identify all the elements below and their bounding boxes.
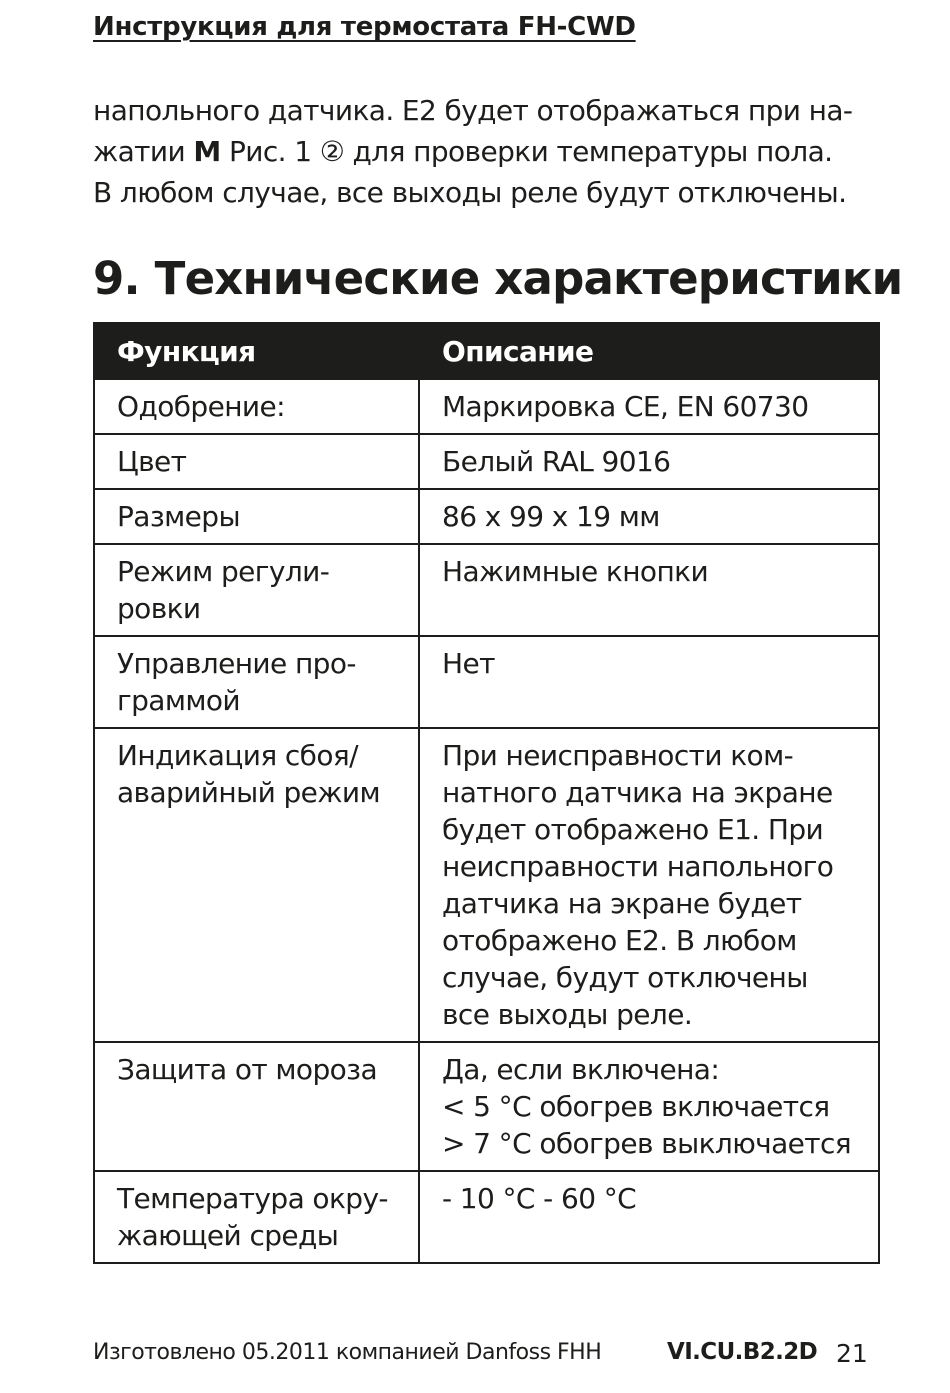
table-row — [94, 544, 879, 636]
cell-description — [419, 489, 879, 544]
footer-doc-code: VI.CU.B2.2D — [667, 1339, 818, 1365]
intro-line: В любом случае, все выходы реле будут отключены. — [93, 176, 847, 209]
cell-line: - 10 °C - 60 °C — [442, 1182, 637, 1215]
cell-line: ровки — [117, 592, 201, 625]
cell-line: Нет — [442, 647, 495, 680]
cell-line: Одобрение: — [117, 390, 285, 423]
cell-line: неисправности напольного — [442, 850, 834, 883]
cell-line: Да, если включена: — [442, 1053, 720, 1086]
table-row — [94, 636, 879, 728]
table-row — [94, 434, 879, 489]
intro-bold-key: M — [193, 135, 221, 168]
cell-description — [419, 434, 879, 489]
cell-description — [419, 636, 879, 728]
cell-line: Управление про- — [117, 647, 356, 680]
cell-line: < 5 °C обогрев включается — [442, 1090, 830, 1123]
cell-description — [419, 1171, 879, 1263]
cell-line: Режим регули- — [117, 555, 330, 588]
cell-line: будет отображено E1. При — [442, 813, 824, 846]
table-row — [94, 489, 879, 544]
cell-line: Маркировка CE, EN 60730 — [442, 390, 809, 423]
cell-function — [94, 489, 419, 544]
cell-description — [419, 1042, 879, 1171]
cell-description — [419, 544, 879, 636]
intro-text: жатии — [93, 135, 194, 168]
cell-line: Цвет — [117, 445, 187, 478]
cell-line: Нажимные кнопки — [442, 555, 709, 588]
cell-line: Индикация сбоя/ — [117, 739, 358, 772]
section-title: 9. Технические характеристики — [93, 252, 903, 305]
table-row — [94, 379, 879, 434]
cell-line: жающей среды — [117, 1219, 339, 1252]
cell-description — [419, 728, 879, 1042]
cell-line: отображено E2. В любом — [442, 924, 797, 957]
cell-line: граммой — [117, 684, 241, 717]
cell-function — [94, 1042, 419, 1171]
cell-line: датчика на экране будет — [442, 887, 802, 920]
cell-line: все выходы реле. — [442, 998, 693, 1031]
cell-function — [94, 434, 419, 489]
column-header-function: Функция — [94, 323, 419, 379]
cell-line: 86 x 99 x 19 мм — [442, 500, 660, 533]
cell-line: аварийный режим — [117, 776, 381, 809]
column-header-description: Описание — [419, 323, 879, 379]
table-row — [94, 1171, 879, 1263]
footer-manufacturer: Изготовлено 05.2011 компанией Danfoss FHH — [93, 1340, 602, 1365]
cell-line: Температура окру- — [117, 1182, 388, 1215]
cell-line: Белый RAL 9016 — [442, 445, 671, 478]
cell-function — [94, 544, 419, 636]
cell-line: Размеры — [117, 500, 240, 533]
cell-function — [94, 636, 419, 728]
intro-paragraph — [93, 90, 883, 213]
table-header-row — [94, 323, 879, 379]
cell-line: случае, будут отключены — [442, 961, 808, 994]
cell-line: > 7 °C обогрев выключается — [442, 1127, 852, 1160]
cell-line: При неисправности ком- — [442, 739, 794, 772]
document-header: Инструкция для термостата FH-CWD — [93, 12, 636, 42]
cell-description — [419, 379, 879, 434]
cell-line: Защита от мороза — [117, 1053, 377, 1086]
cell-function — [94, 379, 419, 434]
specs-table — [93, 322, 880, 1264]
table-row — [94, 1042, 879, 1171]
cell-function — [94, 728, 419, 1042]
page-number: 21 — [836, 1339, 868, 1368]
cell-function — [94, 1171, 419, 1263]
intro-line: напольного датчика. E2 будет отображаться при на- — [93, 94, 853, 127]
cell-line: натного датчика на экране — [442, 776, 833, 809]
intro-text: Рис. 1 ② для проверки температуры пола. — [220, 135, 833, 168]
intro-line — [93, 131, 883, 172]
table-row — [94, 728, 879, 1042]
